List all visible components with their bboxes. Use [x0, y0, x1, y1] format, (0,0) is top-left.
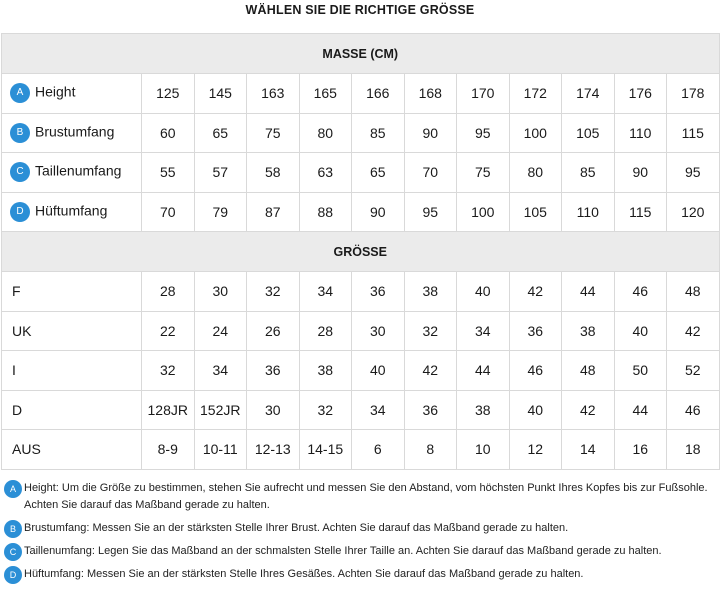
size-value: 50: [614, 351, 667, 391]
measure-label-text: Hüftumfang: [35, 202, 108, 219]
size-value: 40: [352, 351, 405, 391]
size-value: 32: [142, 351, 195, 391]
measure-label: [2, 74, 142, 114]
sizes-header: GRÖSSE: [2, 232, 720, 272]
measure-value: 75: [247, 113, 300, 153]
size-value: 36: [404, 390, 457, 430]
measure-value: 165: [299, 74, 352, 114]
size-value: 44: [614, 390, 667, 430]
measure-value: 65: [194, 113, 247, 153]
size-value: 16: [614, 430, 667, 470]
size-label: I: [2, 351, 142, 391]
measure-value: 105: [562, 113, 615, 153]
measure-label: [2, 113, 142, 153]
measure-value: 115: [614, 192, 667, 232]
note-badge: A: [4, 480, 22, 498]
measure-label-text: Taillenumfang: [35, 162, 122, 179]
size-row: [2, 430, 720, 470]
size-row: [2, 390, 720, 430]
measure-value: 168: [404, 74, 457, 114]
measure-value: 87: [247, 192, 300, 232]
measure-value: 145: [194, 74, 247, 114]
size-value: 24: [194, 311, 247, 351]
size-value: 42: [667, 311, 720, 351]
measure-value: 176: [614, 74, 667, 114]
size-value: 22: [142, 311, 195, 351]
measure-value: 85: [562, 153, 615, 193]
measure-label: [2, 153, 142, 193]
measure-value: 79: [194, 192, 247, 232]
measure-value: 174: [562, 74, 615, 114]
measure-value: 63: [299, 153, 352, 193]
size-value: 34: [457, 311, 510, 351]
measure-value: 60: [142, 113, 195, 153]
size-value: 36: [352, 272, 405, 312]
size-value: 30: [352, 311, 405, 351]
measure-value: 115: [667, 113, 720, 153]
size-value: 38: [404, 272, 457, 312]
measure-row: [2, 74, 720, 114]
size-value: 18: [667, 430, 720, 470]
size-value: 8: [404, 430, 457, 470]
size-value: 46: [509, 351, 562, 391]
note-badge: D: [4, 566, 22, 584]
measure-label-text: Height: [35, 83, 76, 100]
size-value: 6: [352, 430, 405, 470]
size-row: [2, 272, 720, 312]
size-value: 34: [194, 351, 247, 391]
size-chart-body: [2, 34, 720, 470]
size-value: 26: [247, 311, 300, 351]
measures-header: MASSE (CM): [2, 34, 720, 74]
size-row: [2, 351, 720, 391]
size-value: 14: [562, 430, 615, 470]
measure-value: 70: [142, 192, 195, 232]
size-label: AUS: [2, 430, 142, 470]
size-value: 42: [404, 351, 457, 391]
measure-value: 170: [457, 74, 510, 114]
measure-value: 57: [194, 153, 247, 193]
measure-badge: C: [10, 162, 30, 182]
measure-row: [2, 192, 720, 232]
size-value: 48: [667, 272, 720, 312]
measure-value: 110: [562, 192, 615, 232]
note-text: Hüftumfang: Messen Sie an der stärksten Stelle Ihres Gesäßes. Achten Sie darauf das Maßband gerade zu halten.: [24, 567, 584, 580]
size-value: 28: [142, 272, 195, 312]
measure-value: 65: [352, 153, 405, 193]
size-value: 30: [247, 390, 300, 430]
size-value: 12: [509, 430, 562, 470]
measure-badge: A: [10, 83, 30, 103]
size-value: 128JR: [142, 390, 195, 430]
size-value: 10-11: [194, 430, 247, 470]
size-value: 38: [457, 390, 510, 430]
note-item: [4, 480, 720, 514]
size-value: 40: [457, 272, 510, 312]
measure-value: 125: [142, 74, 195, 114]
measure-value: 105: [509, 192, 562, 232]
size-value: 32: [299, 390, 352, 430]
size-value: 44: [457, 351, 510, 391]
size-value: 152JR: [194, 390, 247, 430]
size-chart-table: [1, 33, 720, 470]
size-value: 42: [509, 272, 562, 312]
size-value: 38: [299, 351, 352, 391]
size-value: 12-13: [247, 430, 300, 470]
size-value: 40: [614, 311, 667, 351]
measure-value: 88: [299, 192, 352, 232]
size-label: UK: [2, 311, 142, 351]
measure-value: 80: [299, 113, 352, 153]
size-value: 32: [404, 311, 457, 351]
measure-value: 90: [614, 153, 667, 193]
size-value: 48: [562, 351, 615, 391]
measure-label: [2, 192, 142, 232]
measure-value: 166: [352, 74, 405, 114]
size-value: 32: [247, 272, 300, 312]
measure-value: 110: [614, 113, 667, 153]
measure-row: [2, 153, 720, 193]
measure-badge: D: [10, 202, 30, 222]
measure-value: 90: [404, 113, 457, 153]
sizes-header-row: [2, 232, 720, 272]
measure-row: [2, 113, 720, 153]
note-badge: B: [4, 520, 22, 538]
size-value: 46: [667, 390, 720, 430]
measure-value: 100: [457, 192, 510, 232]
measure-value: 85: [352, 113, 405, 153]
size-value: 14-15: [299, 430, 352, 470]
measure-value: 70: [404, 153, 457, 193]
size-row: [2, 311, 720, 351]
measure-badge: B: [10, 123, 30, 143]
size-value: 36: [509, 311, 562, 351]
measurement-notes: [0, 480, 720, 583]
size-value: 44: [562, 272, 615, 312]
note-badge: C: [4, 543, 22, 561]
size-value: 46: [614, 272, 667, 312]
note-item: [4, 520, 720, 537]
measure-value: 172: [509, 74, 562, 114]
size-value: 36: [247, 351, 300, 391]
size-value: 8-9: [142, 430, 195, 470]
size-value: 10: [457, 430, 510, 470]
measure-value: 80: [509, 153, 562, 193]
measure-value: 55: [142, 153, 195, 193]
size-value: 40: [509, 390, 562, 430]
measure-value: 75: [457, 153, 510, 193]
size-value: 42: [562, 390, 615, 430]
note-item: [4, 566, 720, 583]
size-value: 28: [299, 311, 352, 351]
measures-header-row: [2, 34, 720, 74]
size-label: D: [2, 390, 142, 430]
measure-value: 95: [404, 192, 457, 232]
note-text: Taillenumfang: Legen Sie das Maßband an der schmalsten Stelle Ihrer Taille an. Achten Sie darauf das Maßband gerade zu halten.: [24, 544, 662, 557]
note-text: Height: Um die Größe zu bestimmen, stehen Sie aufrecht und messen Sie den Abstand, vom höchsten Punkt Ihres Kopfes bis zur Fußsohle. Achten Sie darauf das Maßband gerade zu halten.: [24, 481, 708, 511]
measure-value: 100: [509, 113, 562, 153]
note-item: [4, 543, 720, 560]
measure-value: 95: [457, 113, 510, 153]
measure-value: 90: [352, 192, 405, 232]
size-value: 34: [352, 390, 405, 430]
page-title: WÄHLEN SIE DIE RICHTIGE GRÖSSE: [245, 3, 475, 17]
measure-value: 163: [247, 74, 300, 114]
measure-value: 95: [667, 153, 720, 193]
size-value: 52: [667, 351, 720, 391]
size-label: F: [2, 272, 142, 312]
note-text: Brustumfang: Messen Sie an der stärksten Stelle Ihrer Brust. Achten Sie darauf das Maßband gerade zu halten.: [24, 521, 569, 534]
measure-value: 178: [667, 74, 720, 114]
measure-label-text: Brustumfang: [35, 123, 115, 140]
size-value: 30: [194, 272, 247, 312]
size-value: 38: [562, 311, 615, 351]
size-value: 34: [299, 272, 352, 312]
measure-value: 120: [667, 192, 720, 232]
measure-value: 58: [247, 153, 300, 193]
